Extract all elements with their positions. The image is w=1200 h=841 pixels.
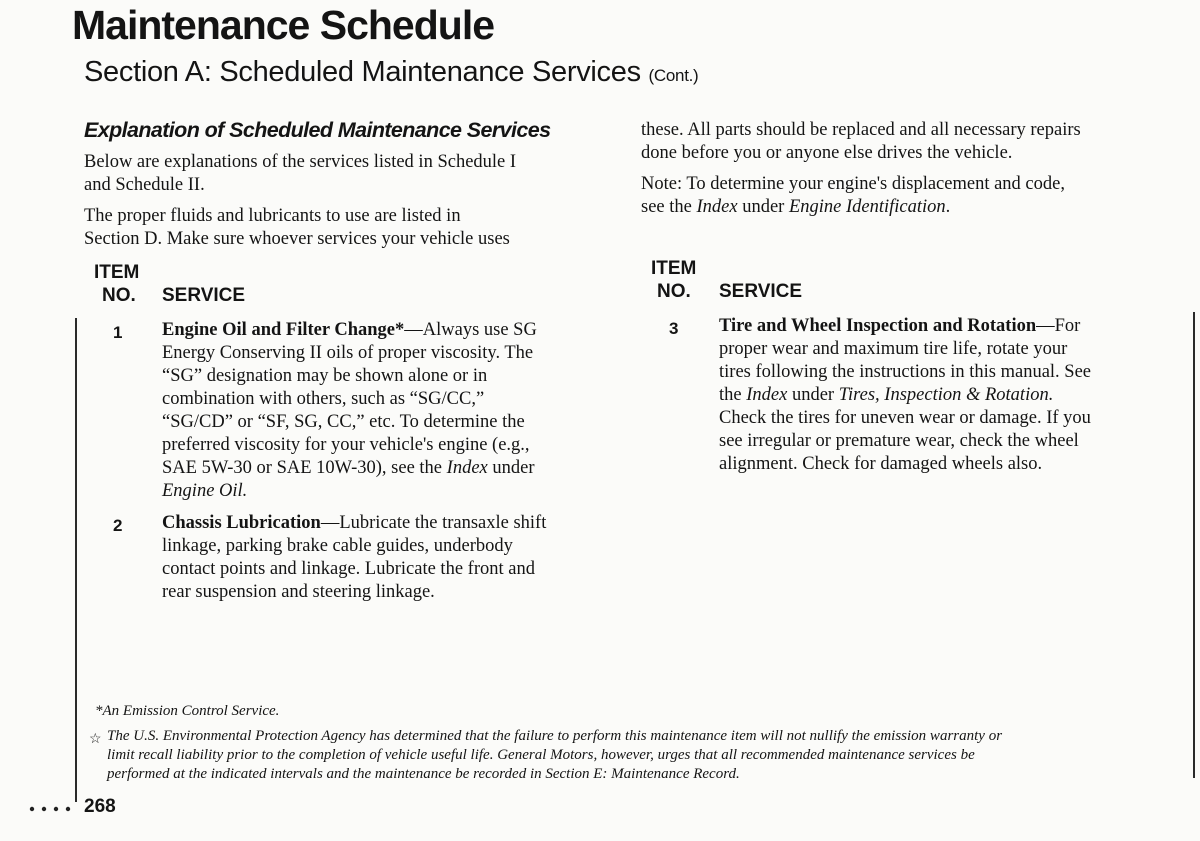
item-line bbox=[162, 319, 537, 342]
item-line bbox=[162, 480, 537, 503]
item-text: SAE 5W-30 or SAE 10W-30), see the bbox=[162, 458, 447, 478]
star-icon: ☆ bbox=[89, 732, 102, 747]
item-engine-oil bbox=[162, 319, 537, 503]
item-title: Tire and Wheel Inspection and Rotation bbox=[719, 316, 1037, 336]
intro-paragraph-2 bbox=[84, 205, 510, 251]
index-ref: Index bbox=[446, 458, 488, 478]
intro-p1-line: and Schedule II. bbox=[84, 175, 205, 195]
item-line: contact points and linkage. Lubricate the front and bbox=[162, 559, 535, 579]
item-line bbox=[719, 384, 1091, 407]
item-line: “SG/CD” or “SF, SG, CC,” etc. To determine the bbox=[162, 412, 525, 432]
index-ref: Index bbox=[746, 385, 788, 405]
epa-line: The U.S. Environmental Protection Agency has determined that the failure to perform this maintenance item will not nullify the emission warranty or bbox=[107, 728, 1003, 744]
service-header: SERVICE bbox=[162, 285, 246, 306]
item-line bbox=[719, 315, 1091, 338]
intro-paragraph-1 bbox=[84, 151, 516, 197]
page-number: 268 bbox=[84, 796, 116, 817]
note-paragraph bbox=[641, 173, 1065, 219]
item-line: combination with others, such as “SG/CC,” bbox=[162, 389, 485, 409]
note-text: see the bbox=[641, 197, 697, 217]
note-line-2 bbox=[641, 196, 1065, 219]
item-line: see irregular or premature wear, check the wheel bbox=[719, 431, 1079, 451]
engine-identification-ref: Engine Identification bbox=[788, 197, 946, 217]
item-line: linkage, parking brake cable guides, underbody bbox=[162, 536, 513, 556]
note-text: under bbox=[737, 197, 789, 217]
cont-line: done before you or anyone else drives the vehicle. bbox=[641, 143, 1013, 163]
epa-line: performed at the indicated intervals and the maintenance be recorded in Section E: Maintenance Record. bbox=[107, 766, 740, 782]
section-title-cont: (Cont.) bbox=[648, 66, 699, 85]
leader-dots-icon bbox=[28, 806, 76, 812]
item-title: Chassis Lubrication bbox=[162, 513, 321, 533]
item-line bbox=[162, 512, 546, 535]
service-header: SERVICE bbox=[719, 281, 803, 302]
item-line: preferred viscosity for your vehicle's engine (e.g., bbox=[162, 435, 530, 455]
engine-oil-ref: Engine Oil. bbox=[162, 481, 248, 501]
cont-line: these. All parts should be replaced and all necessary repairs bbox=[641, 120, 1081, 140]
item-text: under bbox=[487, 458, 535, 478]
continuation-paragraph bbox=[641, 119, 1081, 165]
no-header: NO. bbox=[102, 285, 136, 306]
epa-line: limit recall liability prior to the completion of vehicle useful life. General Motors, however, urges that all recommended maintenance services be bbox=[107, 747, 975, 763]
item-text: —Always use SG bbox=[404, 320, 537, 340]
item-line: “SG” designation may be shown alone or in bbox=[162, 366, 488, 386]
note-text: . bbox=[945, 197, 951, 217]
item-chassis-lubrication bbox=[162, 512, 546, 604]
item-line: Energy Conserving II oils of proper viscosity. The bbox=[162, 343, 534, 363]
emission-footnote: *An Emission Control Service. bbox=[95, 703, 280, 719]
index-ref: Index bbox=[696, 197, 738, 217]
item-title: Engine Oil and Filter Change* bbox=[162, 320, 405, 340]
item-line: Check the tires for uneven wear or damage. If you bbox=[719, 408, 1091, 428]
tires-ref: Tires, Inspection & Rotation. bbox=[838, 385, 1054, 405]
intro-p1-line: Below are explanations of the services listed in Schedule I bbox=[84, 152, 517, 172]
page-title: Maintenance Schedule bbox=[72, 2, 495, 48]
no-header: NO. bbox=[657, 281, 691, 302]
item-header: ITEM bbox=[651, 258, 697, 279]
left-margin-rule bbox=[75, 318, 77, 802]
item-number: 2 bbox=[113, 516, 123, 535]
item-tire-rotation bbox=[719, 315, 1091, 476]
intro-p2-line: Section D. Make sure whoever services your vehicle uses bbox=[84, 229, 510, 249]
explanation-heading: Explanation of Scheduled Maintenance Services bbox=[84, 118, 551, 142]
item-line bbox=[162, 457, 537, 480]
section-title bbox=[84, 56, 698, 89]
item-number: 1 bbox=[113, 323, 123, 342]
item-header: ITEM bbox=[94, 262, 140, 283]
item-line: rear suspension and steering linkage. bbox=[162, 582, 435, 602]
item-text: —For bbox=[1036, 316, 1081, 336]
item-text: —Lubricate the transaxle shift bbox=[320, 513, 547, 533]
item-line: alignment. Check for damaged wheels also. bbox=[719, 454, 1043, 474]
note-line: Note: To determine your engine's displacement and code, bbox=[641, 174, 1065, 194]
item-line: tires following the instructions in this manual. See bbox=[719, 362, 1092, 382]
item-line: proper wear and maximum tire life, rotate your bbox=[719, 339, 1068, 359]
section-title-text: Section A: Scheduled Maintenance Services bbox=[84, 56, 641, 88]
intro-p2-line: The proper fluids and lubricants to use are listed in bbox=[84, 206, 461, 226]
epa-footnote bbox=[107, 727, 1002, 784]
right-margin-rule bbox=[1193, 312, 1195, 778]
item-number: 3 bbox=[669, 319, 679, 338]
item-text: the bbox=[719, 385, 747, 405]
item-text: under bbox=[787, 385, 839, 405]
